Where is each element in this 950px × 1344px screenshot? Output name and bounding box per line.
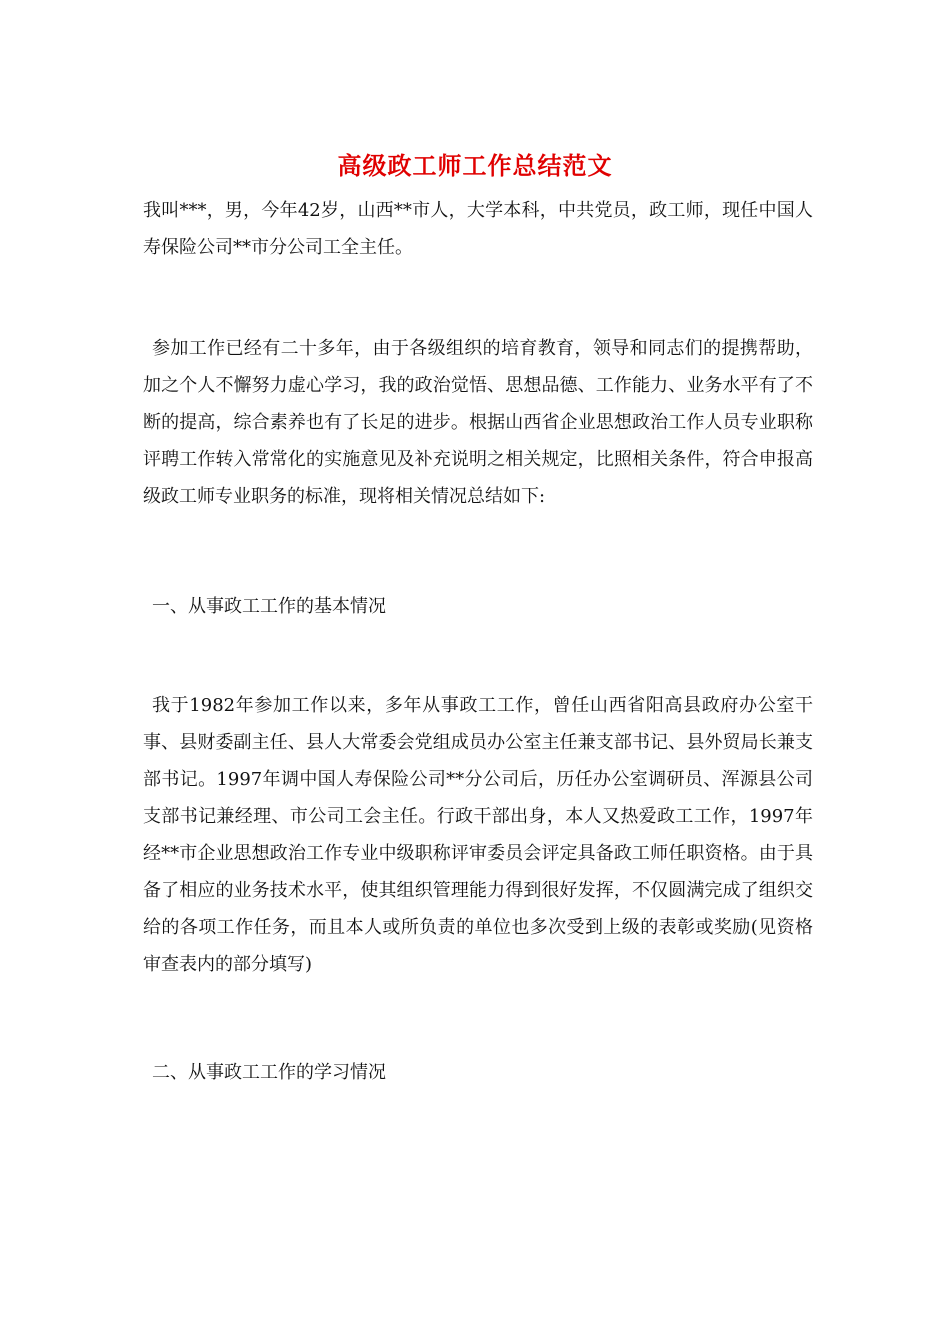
body-paragraph-1: 参加工作已经有二十多年，由于各级组织的培育教育，领导和同志们的提携帮助，加之个人不懈努力虚心学习，我的政治觉悟、思想品德、工作能力、业务水平有了不断的提高，综合素养也有了长足的进步。根据山西省企业思想政治工作人员专业职称评聘工作转入常常化的实施意见及补充说明之相关规定，比照相关条件，符合申报高级政工师专业职务的标准，现将相关情况总结如下: [143, 338, 813, 507]
body-paragraph-2: 我于1982年参加工作以来，多年从事政工工作，曾任山西省阳高县政府办公室干事、县财委副主任、县人大常委会党组成员办公室主任兼支部书记、县外贸局长兼支部书记。1997年调中国人寿保险公司**分公司后，历任办公室调研员、浑源县公司支部书记兼经理、市公司工会主任。行政干部出身，本人又热爱政工工作，1997年经**市企业思想政治工作专业中级职称评审委员会评定具备政工师任职资格。由于具备了相应的业务技术水平，使其组织管理能力得到很好发挥，不仅圆满完成了组织交给的各项工作任务，而且本人或所负责的单位也多次受到上级的表彰或奖励(见资格审查表内的部分填写) [143, 695, 813, 975]
document-title: 高级政工师工作总结范文 [337, 151, 613, 180]
intro-paragraph: 我叫***，男，今年42岁，山西**市人，大学本科，中共党员，政工师，现任中国人寿保险公司**市分公司工全主任。 [143, 200, 813, 258]
section-heading-2: 二、从事政工工作的学习情况 [152, 1062, 386, 1083]
section-heading-1: 一、从事政工工作的基本情况 [152, 596, 386, 617]
